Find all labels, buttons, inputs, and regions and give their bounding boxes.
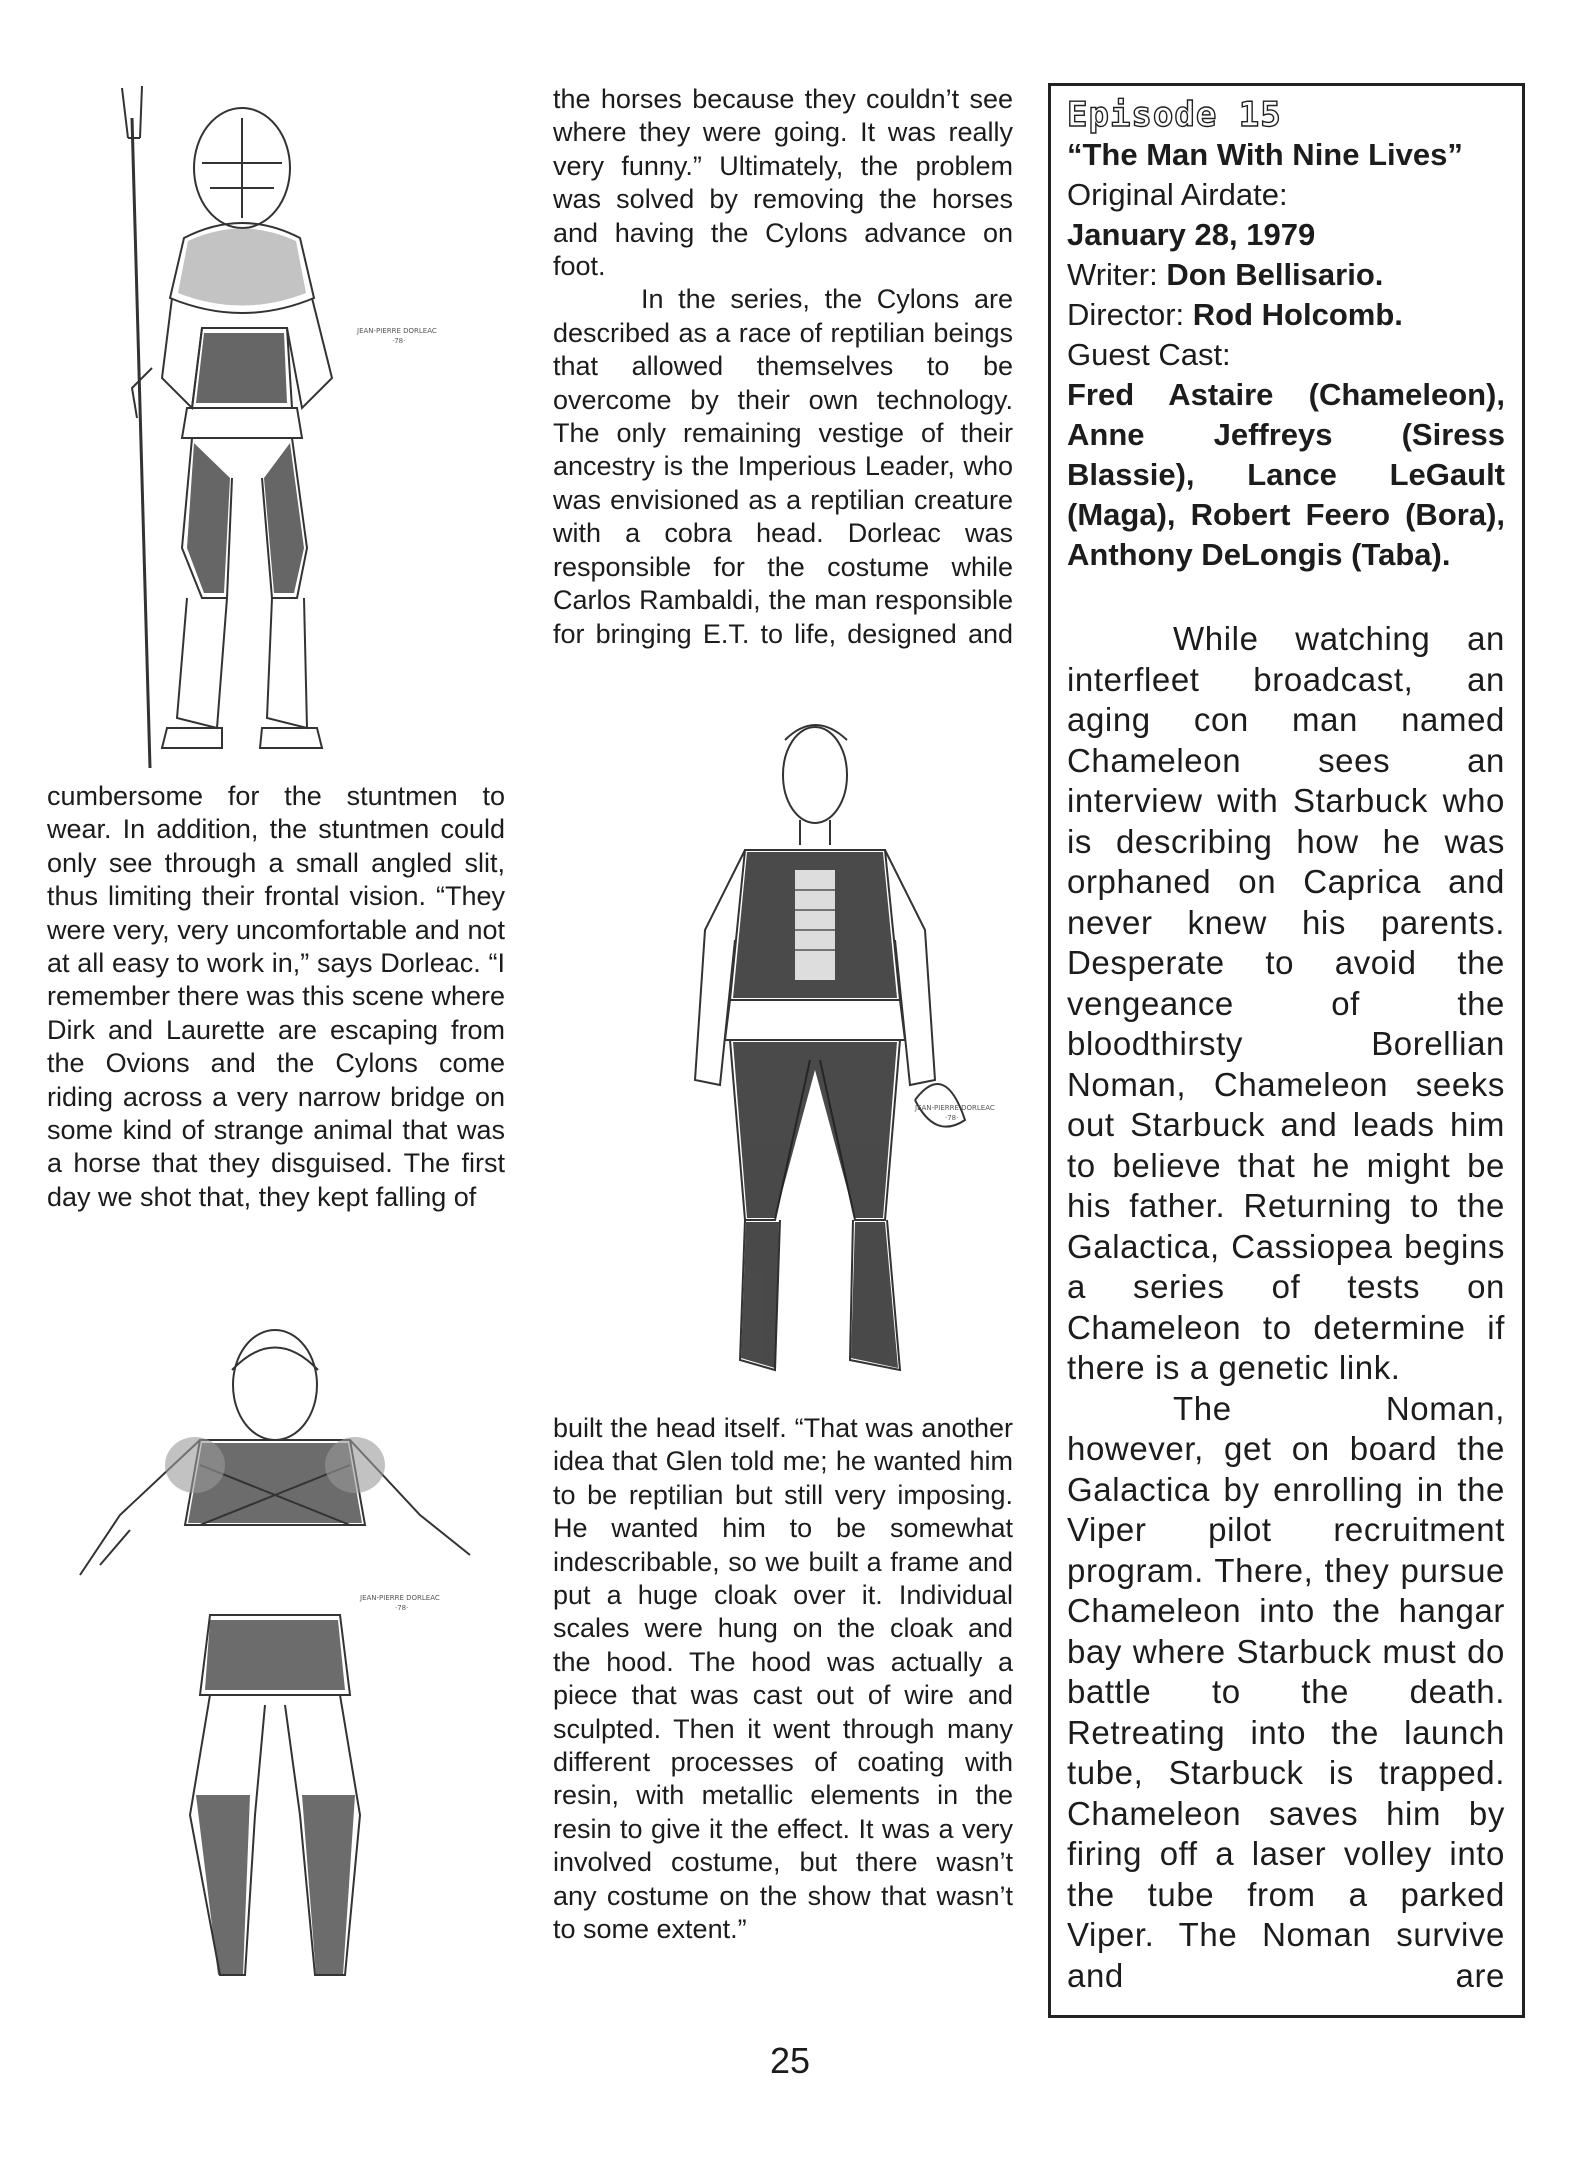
synopsis-paragraph-1: While watching an interfleet broadcast, an aging con man named Chameleon sees an interview with Starbuck who is describing how he was orphaned on Caprica and never knew his parents. Desperate to avoid the vengeance of the bloodthirsty Borellian Noman, Chameleon seeks out Starbuck and leads him to believe that he might be his father. Returning to the Galactica, Cassiopea begins a series of tests on Chameleon to determine if there is a genetic link. bbox=[1067, 620, 1505, 1386]
airdate-label: Original Airdate: bbox=[1067, 177, 1288, 212]
page-number: 25 bbox=[769, 2040, 811, 2081]
starbuck-costume-sketch bbox=[615, 700, 1015, 1400]
body-text-column-2-bottom bbox=[553, 1412, 1013, 1947]
episode-synopsis bbox=[1067, 619, 1505, 1996]
svg-text:·78·: ·78· bbox=[395, 1604, 409, 1612]
col2-paragraph-2: In the series, the Cylons are described as a race of reptilian beings that allowed themselves to be overcome by their own technology. The only remaining vestige of their ancestry is the Imperious Leader, who was envisioned as a reptilian creature with a cobra head. Dorleac was responsible for the costume while Carlos Rambaldi, the man responsible for bringing E.T. to life, designed and bbox=[553, 284, 1013, 649]
col2-paragraph-3: built the head itself. “That was another idea that Glen told me; he wanted him to be reptilian but still very imposing. He wanted him to be somewhat indescribable, so we built a frame and put a huge cloak over it. Individual scales were hung on the cloak and the hood. The hood was actually a piece that was cast out of wire and sculpted. Then it went through many different processes of coating with resin, with metallic elements in the resin to give it the effect. It was a very involved costume, but there wasn’t any costume on the show that wasn’t to some extent.” bbox=[553, 1413, 1013, 1945]
svg-text:·78·: ·78· bbox=[392, 337, 406, 345]
svg-text:JEAN-PIERRE DORLEAC: JEAN-PIERRE DORLEAC bbox=[357, 327, 437, 335]
director-credit bbox=[1067, 295, 1505, 335]
episode-label: Episode 15 bbox=[1067, 95, 1282, 135]
episode-sidebar bbox=[1048, 83, 1525, 2018]
svg-text:JEAN-PIERRE DORLEAC: JEAN-PIERRE DORLEAC bbox=[360, 1594, 440, 1602]
body-text-column-1 bbox=[47, 780, 505, 1214]
guest-cast-label: Guest Cast: bbox=[1067, 337, 1231, 372]
director-label: Director: bbox=[1067, 297, 1185, 332]
episode-title: “The Man With Nine Lives” bbox=[1067, 137, 1463, 172]
svg-text:·78·: ·78· bbox=[945, 1114, 959, 1122]
female-costume-sketch bbox=[60, 1315, 530, 2005]
writer-name: Don Bellisario. bbox=[1166, 257, 1384, 292]
svg-text:JEAN-PIERRE DORLEAC: JEAN-PIERRE DORLEAC bbox=[915, 1104, 995, 1112]
body-text-column-2-top bbox=[553, 83, 1013, 651]
col2-paragraph-1: the horses because they couldn’t see where they were going. It was really very funny.” Ultimately, the problem was solved by removing the horses and having the Cylons advance on foot. bbox=[553, 84, 1013, 282]
director-name: Rod Holcomb. bbox=[1192, 297, 1403, 332]
synopsis-paragraph-2: The Noman, however, get on board the Galactica by enrolling in the Viper pilot recruitment program. There, they pursue Chameleon into the hangar bay where Starbuck must do battle to the death. Retreating into the launch tube, Starbuck is trapped. Chameleon saves him by firing off a laser volley into the tube from a parked Viper. The Noman survive and are bbox=[1067, 1389, 1505, 1994]
writer-credit bbox=[1067, 255, 1505, 295]
airdate-value: January 28, 1979 bbox=[1067, 217, 1316, 252]
cylon-centurion-sketch bbox=[92, 78, 512, 778]
guest-cast-list: Fred Astaire (Chameleon), Anne Jeffreys (Siress Blassie), Lance LeGault (Maga), Robert Feero (Bora), Anthony DeLongis (Taba). bbox=[1067, 377, 1505, 572]
col1-paragraph: cumbersome for the stuntmen to wear. In addition, the stuntmen could only see through a small angled slit, thus limiting their frontal vision. “They were very, very uncomfortable and not at all easy to work in,” says Dorleac. “I remember there was this scene where Dirk and Laurette are escaping from the Ovions and the Cylons come riding across a very narrow bridge on some kind of strange animal that was a horse that they disguised. The first day we shot that, they kept falling of bbox=[47, 781, 505, 1212]
writer-label: Writer: bbox=[1067, 257, 1158, 292]
